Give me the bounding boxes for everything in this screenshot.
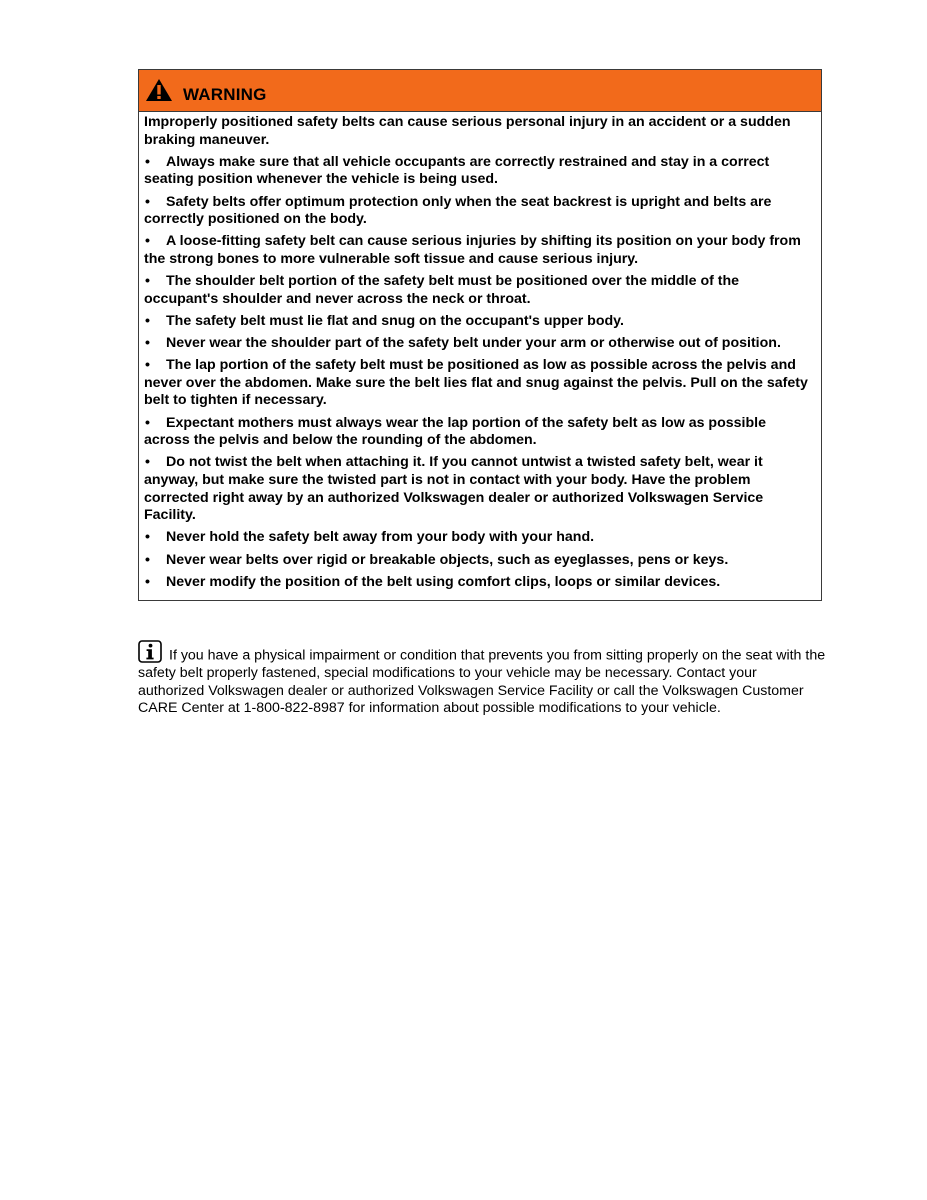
warning-item-text: Expectant mothers must always wear the lap portion of the safety belt as low as possible across the pelvis and below the rounding of the abdomen. bbox=[144, 414, 766, 449]
warning-item-text: Never wear belts over rigid or breakable objects, such as eyeglasses, pens or keys. bbox=[166, 551, 729, 568]
warning-item-text: The shoulder belt portion of the safety belt must be positioned over the middle of the occupant's shoulder and never across the neck or throat. bbox=[144, 273, 740, 307]
warning-intro: Improperly positioned safety belts can cause serious personal injury in an accident or a sudden braking maneuver. bbox=[144, 114, 791, 148]
warning-triangle-icon bbox=[145, 78, 173, 102]
warning-item-text: A loose-fitting safety belt can cause serious injuries by shifting its position on your body from the strong bones to more vulnerable soft tissue and cause serious injury. bbox=[144, 233, 801, 267]
bullet: • bbox=[145, 414, 150, 431]
bullet: • bbox=[145, 153, 150, 170]
warning-list-item bbox=[144, 529, 813, 547]
warning-item-text: Always make sure that all vehicle occupants are correctly restrained and stay in a correct seating position whenever the vehicle is being used. bbox=[144, 153, 770, 188]
info-icon bbox=[138, 640, 162, 663]
bullet: • bbox=[145, 454, 150, 471]
warning-item-text: Never modify the position of the belt using comfort clips, loops or similar devices. bbox=[166, 573, 721, 590]
warning-list-item bbox=[144, 233, 813, 268]
bullet: • bbox=[145, 573, 150, 590]
warning-box bbox=[138, 69, 822, 601]
warning-list-item bbox=[144, 574, 813, 592]
warning-header bbox=[139, 70, 821, 112]
bullet: • bbox=[145, 529, 150, 546]
warning-list-item bbox=[144, 454, 813, 524]
warning-title: WARNING bbox=[183, 85, 267, 104]
warning-item-text: The safety belt must lie flat and snug on the occupant's upper body. bbox=[166, 312, 624, 329]
warning-list-item bbox=[144, 415, 813, 450]
warning-list-item bbox=[144, 335, 813, 353]
note-text: If you have a physical impairment or condition that prevents you from sitting properly on the seat with the safety belt properly fastened, special modifications to your vehicle may be necessary. Contact your authorized Volkswagen dealer or authorized Volkswagen Service Facility or call the Volkswagen Customer CARE Center at 1-800-822-8987 for information about possible modifications to your vehicle. bbox=[138, 647, 826, 717]
bullet: • bbox=[145, 193, 150, 210]
bullet: • bbox=[145, 335, 150, 352]
warning-list-item bbox=[144, 194, 813, 229]
warning-item-text: Never hold the safety belt away from your body with your hand. bbox=[166, 529, 595, 546]
bullet: • bbox=[145, 551, 150, 568]
bullet: • bbox=[145, 312, 150, 329]
warning-list-item bbox=[144, 154, 813, 189]
warning-list-item bbox=[144, 313, 813, 331]
warning-item-text: Safety belts offer optimum protection only when the seat backrest is upright and belts are correctly positioned on the body. bbox=[144, 193, 772, 228]
warning-list-item bbox=[144, 552, 813, 570]
info-note bbox=[138, 640, 826, 718]
warning-item-text: Do not twist the belt when attaching it. If you cannot untwist a twisted safety belt, wear it anyway, but make sure the twisted part is not in contact with your body. Have the problem corrected right away by an authorized Volkswagen dealer or authorized Volkswagen Service Facility. bbox=[144, 454, 764, 524]
bullet: • bbox=[145, 233, 150, 250]
warning-body bbox=[139, 112, 821, 600]
warning-item-text: The lap portion of the safety belt must be positioned as low as possible across the pelvis and never over the abdomen. Make sure the belt lies flat and snug against the pelvis. Pull on the safety belt to tighten if necessary. bbox=[144, 357, 808, 409]
warning-list-item bbox=[144, 357, 813, 410]
bullet: • bbox=[145, 357, 150, 374]
warning-list-item bbox=[144, 273, 813, 308]
warning-item-text: Never wear the shoulder part of the safety belt under your arm or otherwise out of position. bbox=[166, 335, 781, 352]
bullet: • bbox=[145, 273, 150, 290]
